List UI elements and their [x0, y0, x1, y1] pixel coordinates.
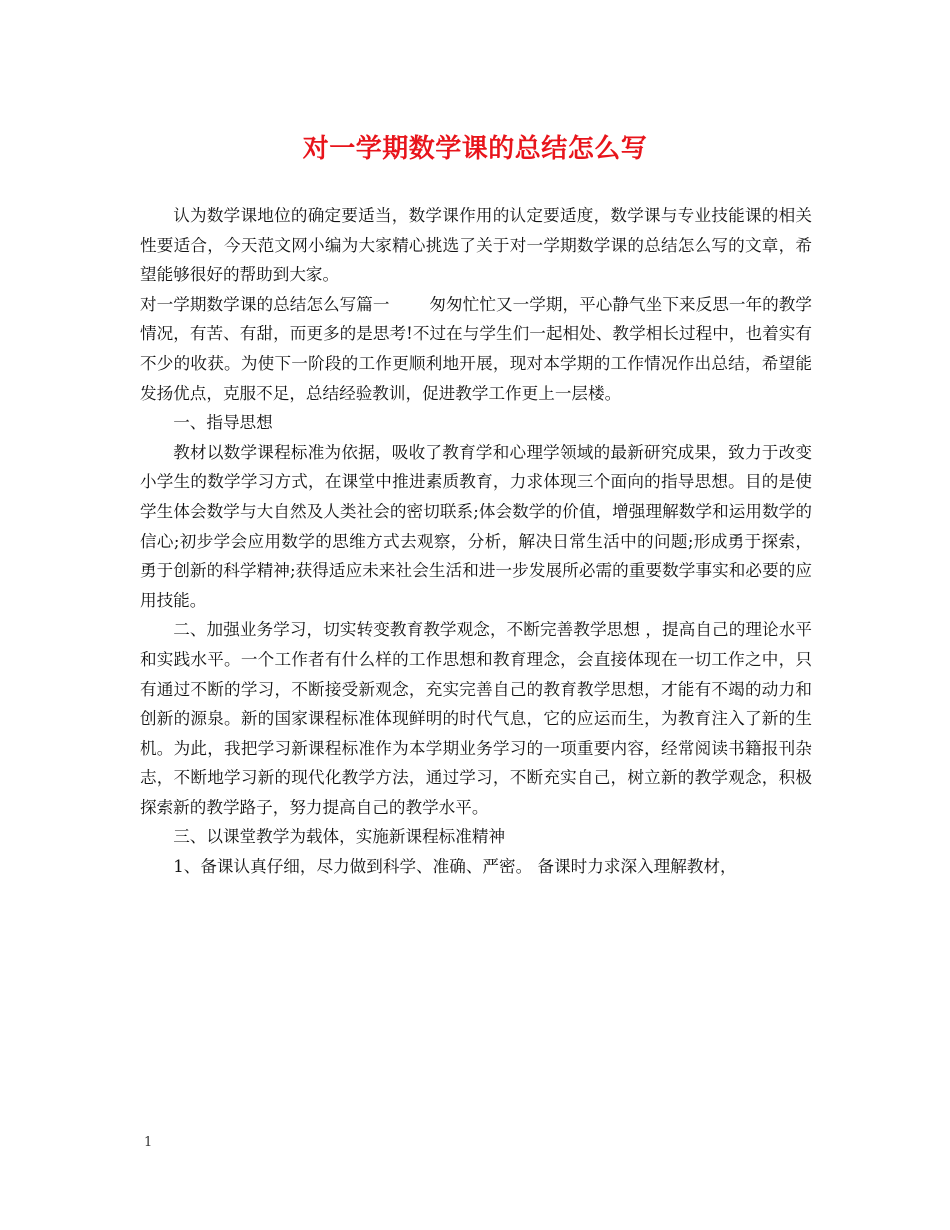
paragraph-business-study: 二、加强业务学习，切实转变教育教学观念，不断完善教学思想 ，提高自己的理论水平和实践水平。一个工作者有什么样的工作思想和教育理念，会直接体现在一切工作之中，只有通过不断的学习，不断接受新观念，充实完善自己的教育教学思想，才能有不竭的动力和创新的源泉。新的国家课程标准体现鲜明的时代气息，它的应运而生，为教育注入了新的生机。为此，我把学习新课程标准作为本学期业务学习的一项重要内容，经常阅读书籍报刊杂志，不断地学习新的现代化教学方法，通过学习，不断充实自己，树立新的教学观念，积极探索新的教学路子，努力提高自己的教学水平。: [140, 620, 812, 817]
page-number: 1: [144, 1135, 153, 1150]
paragraph-guiding-ideology: 教材以数学课程标准为依据，吸收了教育学和心理学领域的最新研究成果，致力于改变小学生的数学学习方式，在课堂中推进素质教育，力求体现三个面向的指导思想。目的是使学生体会数学与大自然及人类社会的密切联系;体会数学的价值，增强理解数学和运用数学的信心;初步学会应用数学的思维方式去观察，分析，解决日常生活中的问题;形成勇于探索，勇于创新的科学精神;获得适应未来社会生活和进一步发展所必需的重要数学事实和必要的应用技能。: [140, 442, 812, 610]
section-lead: 对一学期数学课的总结怎么写篇一: [140, 294, 390, 314]
section-one-text: 匆匆忙忙又一学期，平心静气坐下来反思一年的教学情况，有苦、有甜，而更多的是思考!不过在与学生们一起相处、教学相长过程中，也着实有不少的收获。为使下一阶段的工作更顺利地开展，现对本学期的工作情况作出总结，希望能发扬优点，克服不足，总结经验教训，促进教学工作更上一层楼。: [140, 294, 813, 403]
paragraph-section-one: [140, 290, 812, 408]
heading-classroom-teaching: 三、以课堂教学为载体，实施新课程标准精神: [173, 827, 506, 847]
paragraph-lesson-preparation: 1、备课认真仔细，尽力做到科学、准确、严密。 备课时力求深入理解教材，: [173, 857, 737, 877]
paragraph-intro: 认为数学课地位的确定要适当，数学课作用的认定要适度，数学课与专业技能课的相关性要适合，今天范文网小编为大家精心挑选了关于对一学期数学课的总结怎么写的文章，希望能够很好的帮助到大家。: [140, 206, 812, 285]
document-body: [140, 201, 812, 882]
document-title: 对一学期数学课的总结怎么写: [302, 134, 648, 164]
heading-guiding-ideology: 一、指导思想: [173, 413, 273, 433]
